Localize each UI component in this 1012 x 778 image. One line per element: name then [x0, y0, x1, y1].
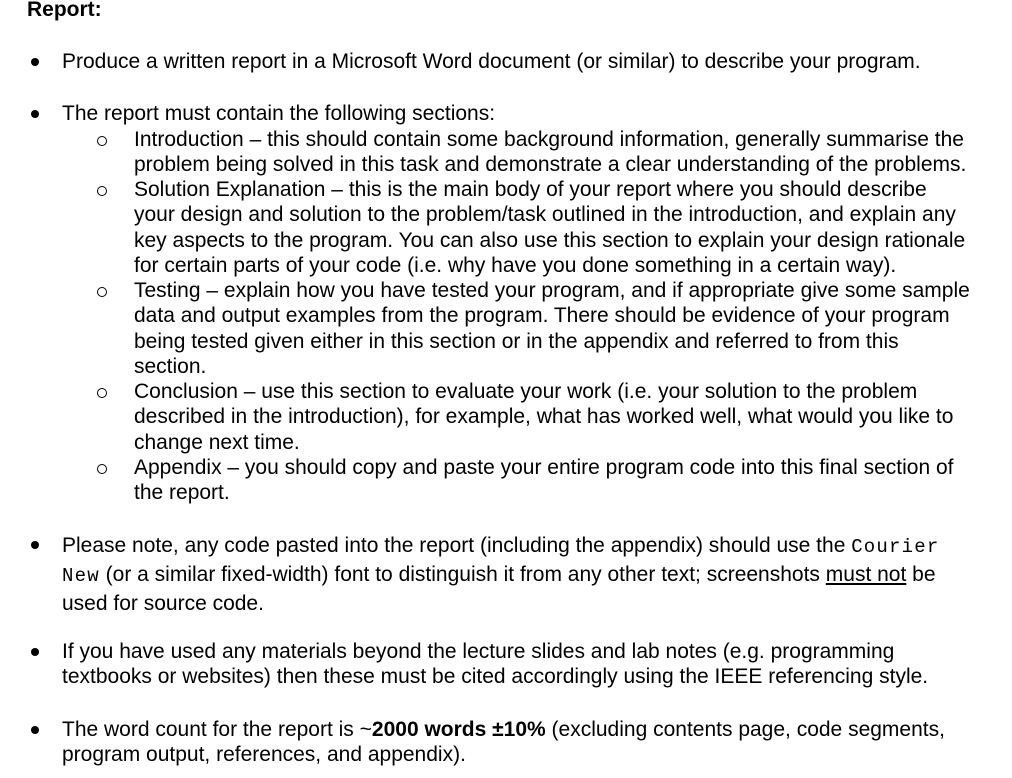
report-heading: Report:: [27, 0, 102, 21]
section-line: change next time.: [134, 430, 300, 454]
bullet-3-text: [62, 532, 1007, 617]
section-line: key aspects to the program. You can also use this section to explain your design rationale: [134, 228, 966, 252]
bullet-3-line-2: [62, 561, 1007, 590]
bullet-marker: [31, 726, 39, 734]
code-note-text: (or a similar fixed-width) font to distinguish it from any other text; screenshots: [99, 563, 826, 586]
bullet-4-line-1: If you have used any materials beyond the lecture slides and lab notes (e.g. programming: [62, 640, 895, 663]
bullet-1-text: Produce a written report in a Microsoft Word document (or similar) to describe your program.: [62, 50, 921, 73]
section-line: Solution Explanation – this is the main body of your report where you should describe: [134, 178, 927, 201]
code-note-text: be: [906, 563, 936, 586]
sub-bullet-marker: [97, 287, 107, 297]
word-count-value: 2000 words ±10%: [371, 718, 546, 741]
bullet-3-line-3: used for source code.: [62, 592, 264, 615]
word-count-text: The word count for the report is ~: [62, 718, 372, 741]
section-line: Testing – explain how you have tested your program, and if appropriate give some sample: [134, 279, 970, 302]
sub-bullet-marker: [97, 388, 107, 398]
must-not-emphasis: must not: [825, 563, 907, 586]
bullet-3-line-1: [62, 532, 1007, 561]
section-line: being tested given either in this section or in the appendix and referred to from this: [134, 329, 899, 353]
section-testing: [134, 278, 1012, 379]
section-solution-explanation: [134, 177, 1012, 278]
section-line: data and output examples from the program. There should be evidence of your program: [134, 304, 950, 328]
section-line: Conclusion – use this section to evaluate your work (i.e. your solution to the problem: [134, 380, 918, 403]
section-appendix: [134, 455, 1012, 506]
section-introduction: [134, 127, 1012, 178]
bullet-4-line-2: textbooks or websites) then these must be cited accordingly using the IEEE referencing style.: [62, 665, 929, 689]
section-line: for certain parts of your code (i.e. why have you done something in a certain way).: [134, 253, 897, 277]
bullet-2-text: The report must contain the following sections:: [62, 102, 496, 125]
sub-bullet-marker: [97, 136, 107, 146]
bullet-marker: [31, 541, 39, 549]
font-name-new: New: [62, 565, 100, 587]
section-line: section.: [134, 354, 207, 378]
code-note-text: Please note, any code pasted into the report (including the appendix) should use the: [62, 534, 852, 557]
section-line: the report.: [134, 481, 230, 505]
font-name-courier: Courier: [851, 536, 940, 558]
section-conclusion: [134, 379, 1012, 455]
section-line: your design and solution to the problem/task outlined in the introduction, and explain any: [134, 203, 956, 227]
section-line: Introduction – this should contain some background information, generally summarise the: [134, 128, 964, 151]
sub-bullet-marker: [97, 464, 107, 474]
bullet-5-line-1: [62, 717, 1007, 742]
bullet-4-text: [62, 639, 1007, 690]
bullet-5-line-2: program output, references, and appendix).: [62, 743, 466, 767]
bullet-marker: [31, 110, 39, 118]
bullet-5-text: [62, 717, 1007, 768]
bullet-marker: [31, 648, 39, 656]
sub-bullet-marker: [97, 186, 107, 196]
section-line: problem being solved in this task and demonstrate a clear understanding of the problems.: [134, 153, 967, 177]
section-line: described in the introduction), for example, what has worked well, what would you like to: [134, 405, 954, 429]
bullet-marker: [31, 58, 39, 66]
word-count-text: (excluding contents page, code segments,: [545, 718, 945, 741]
section-line: Appendix – you should copy and paste your entire program code into this final section of: [134, 456, 954, 479]
